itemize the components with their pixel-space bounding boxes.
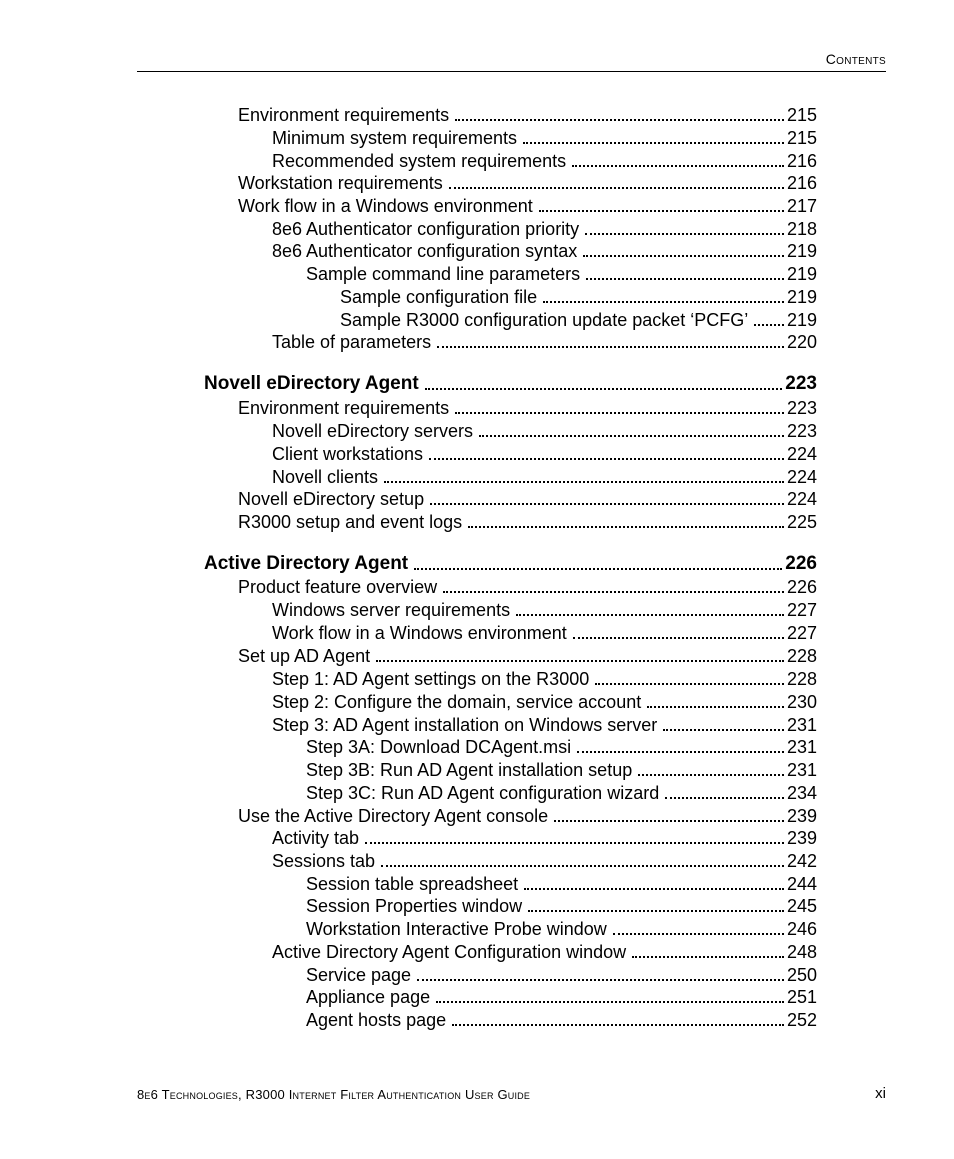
dot-leader xyxy=(523,141,784,144)
toc-entry-label: 8e6 Authenticator configuration priority xyxy=(272,219,580,239)
dot-leader xyxy=(516,613,784,616)
toc-entry-label: Novell clients xyxy=(272,467,379,487)
toc-entry[interactable] xyxy=(306,964,817,986)
toc-entry-label: Environment requirements xyxy=(238,398,450,418)
dot-leader xyxy=(430,502,784,505)
toc-entry-page: 223 xyxy=(786,421,817,441)
toc-entry-label: Step 3B: Run AD Agent installation setup xyxy=(306,760,633,780)
dot-leader xyxy=(452,1023,784,1026)
dot-leader xyxy=(376,659,784,662)
header-title: Contents xyxy=(825,51,886,67)
dot-leader xyxy=(425,387,783,390)
toc-entry-page: 226 xyxy=(785,553,817,574)
toc-entry-page: 250 xyxy=(786,965,817,985)
toc-entry-label: Novell eDirectory setup xyxy=(238,489,425,509)
toc-entry-page: 215 xyxy=(786,128,817,148)
dot-leader xyxy=(455,118,784,121)
toc-entry-label: Workstation requirements xyxy=(238,173,443,193)
toc-entry-page: 244 xyxy=(786,874,817,894)
toc-entry-page: 215 xyxy=(786,105,817,125)
toc-entry-label: Sample configuration file xyxy=(340,287,538,307)
toc-entry[interactable] xyxy=(272,668,817,690)
dot-leader xyxy=(414,567,782,570)
toc-entry-label: Session Properties window xyxy=(306,896,523,916)
dot-leader xyxy=(583,254,784,257)
dot-leader xyxy=(613,932,784,935)
page-header xyxy=(137,49,886,72)
toc-entry-page: 231 xyxy=(786,715,817,735)
toc-entry[interactable] xyxy=(272,420,817,442)
toc-entry[interactable] xyxy=(272,218,817,240)
toc-entry[interactable] xyxy=(272,331,817,353)
toc-entry[interactable] xyxy=(238,576,817,598)
dot-leader xyxy=(539,209,784,212)
toc-entry-page: 248 xyxy=(786,942,817,962)
toc-entry-label: Table of parameters xyxy=(272,332,432,352)
toc-entry-label: Session table spreadsheet xyxy=(306,874,519,894)
toc-entry-page: 230 xyxy=(786,692,817,712)
toc-entry[interactable] xyxy=(272,150,817,172)
toc-entry-page: 227 xyxy=(786,600,817,620)
toc-entry[interactable] xyxy=(238,488,817,510)
toc-entry[interactable] xyxy=(272,443,817,465)
toc-entry[interactable] xyxy=(306,1009,817,1031)
toc-entry-page: 217 xyxy=(786,196,817,216)
dot-leader xyxy=(436,1000,784,1003)
dot-leader xyxy=(528,909,784,912)
toc-entry[interactable] xyxy=(306,873,817,895)
dot-leader xyxy=(632,955,784,958)
toc-entry[interactable] xyxy=(306,263,817,285)
toc-entry-label: Product feature overview xyxy=(238,577,438,597)
toc-entry[interactable] xyxy=(306,782,817,804)
toc-entry-page: 226 xyxy=(786,577,817,597)
toc-entry-label: Step 3C: Run AD Agent configuration wizard xyxy=(306,783,660,803)
toc-entry-label: Windows server requirements xyxy=(272,600,511,620)
toc-entry-page: 224 xyxy=(786,467,817,487)
toc-entry[interactable] xyxy=(272,691,817,713)
dot-leader xyxy=(577,750,784,753)
toc-entry-page: 227 xyxy=(786,623,817,643)
toc-entry-page: 231 xyxy=(786,760,817,780)
dot-leader xyxy=(429,457,784,460)
toc-entry-page: 220 xyxy=(786,332,817,352)
toc-entry[interactable] xyxy=(238,195,817,217)
toc-section-heading[interactable] xyxy=(204,373,817,395)
toc-entry[interactable] xyxy=(238,172,817,194)
toc-entry-page: 224 xyxy=(786,444,817,464)
toc-entry-page: 228 xyxy=(786,669,817,689)
dot-leader xyxy=(437,345,784,348)
dot-leader xyxy=(572,164,784,167)
toc-entry-page: 219 xyxy=(786,264,817,284)
dot-leader xyxy=(384,480,784,483)
footer-title: 8e6 Technologies, R3000 Internet Filter Authentication User Guide xyxy=(137,1087,531,1102)
toc-entry-page: 245 xyxy=(786,896,817,916)
toc-entry-label: Active Directory Agent Configuration window xyxy=(272,942,627,962)
toc-entry-label: Activity tab xyxy=(272,828,360,848)
dot-leader xyxy=(585,232,784,235)
toc-entry[interactable] xyxy=(272,599,817,621)
toc-entry-page: 242 xyxy=(786,851,817,871)
dot-leader xyxy=(665,796,784,799)
toc-entry-page: 216 xyxy=(786,151,817,171)
toc-entry[interactable] xyxy=(306,986,817,1008)
toc-entry-label: 8e6 Authenticator configuration syntax xyxy=(272,241,578,261)
toc-section-heading[interactable] xyxy=(204,553,817,575)
toc-entry-page: 246 xyxy=(786,919,817,939)
toc-entry-page: 228 xyxy=(786,646,817,666)
dot-leader xyxy=(417,978,784,981)
toc-entry[interactable] xyxy=(306,759,817,781)
toc-entry-label: Active Directory Agent xyxy=(204,553,409,574)
toc-entry-label: Sample command line parameters xyxy=(306,264,581,284)
dot-leader xyxy=(455,411,784,414)
toc-entry[interactable] xyxy=(272,714,817,736)
toc-entry[interactable] xyxy=(272,622,817,644)
toc-entry-page: 251 xyxy=(786,987,817,1007)
toc-entry-page: 219 xyxy=(786,287,817,307)
toc-entry[interactable] xyxy=(272,941,817,963)
dot-leader xyxy=(543,300,784,303)
toc-entry[interactable] xyxy=(306,736,817,758)
dot-leader xyxy=(663,728,784,731)
toc-entry-page: 239 xyxy=(786,806,817,826)
toc-entry-label: Novell eDirectory servers xyxy=(272,421,474,441)
toc-entry[interactable] xyxy=(306,918,817,940)
toc-entry[interactable] xyxy=(272,850,817,872)
dot-leader xyxy=(449,186,784,189)
toc-entry-label: Step 2: Configure the domain, service account xyxy=(272,692,642,712)
toc-entry-page: 223 xyxy=(785,373,817,394)
toc-entry-label: Use the Active Directory Agent console xyxy=(238,806,549,826)
toc-entry-label: Agent hosts page xyxy=(306,1010,447,1030)
toc-entry[interactable] xyxy=(272,466,817,488)
dot-leader xyxy=(381,864,784,867)
dot-leader xyxy=(554,819,784,822)
toc-entry[interactable] xyxy=(272,827,817,849)
toc-entry[interactable] xyxy=(272,127,817,149)
toc-entry[interactable] xyxy=(238,397,817,419)
toc-entry-page: 219 xyxy=(786,310,817,330)
page-number: xi xyxy=(875,1085,886,1102)
toc-entry-label: Step 3: AD Agent installation on Windows server xyxy=(272,715,658,735)
toc-entry-page: 223 xyxy=(786,398,817,418)
dot-leader xyxy=(573,636,784,639)
dot-leader xyxy=(754,323,784,326)
dot-leader xyxy=(443,590,784,593)
toc-entry[interactable] xyxy=(272,240,817,262)
toc-entry-page: 225 xyxy=(786,512,817,532)
toc-entry[interactable] xyxy=(306,895,817,917)
toc-entry[interactable] xyxy=(238,104,817,126)
toc-entry-page: 231 xyxy=(786,737,817,757)
dot-leader xyxy=(479,434,784,437)
toc-entry-label: Appliance page xyxy=(306,987,431,1007)
dot-leader xyxy=(586,277,784,280)
toc-entry[interactable] xyxy=(238,645,817,667)
toc-entry-label: Novell eDirectory Agent xyxy=(204,373,419,394)
toc-entry-label: Recommended system requirements xyxy=(272,151,567,171)
toc-entry-label: Service page xyxy=(306,965,412,985)
toc-entry-label: Step 1: AD Agent settings on the R3000 xyxy=(272,669,590,689)
dot-leader xyxy=(595,682,784,685)
toc-entry-label: Client workstations xyxy=(272,444,424,464)
toc-entry-page: 239 xyxy=(786,828,817,848)
toc-entry-page: 234 xyxy=(786,783,817,803)
toc-entry-page: 252 xyxy=(786,1010,817,1030)
dot-leader xyxy=(638,773,784,776)
toc-entry-page: 218 xyxy=(786,219,817,239)
toc-entry[interactable] xyxy=(238,805,817,827)
toc-entry[interactable] xyxy=(340,309,817,331)
toc-entry-label: Workstation Interactive Probe window xyxy=(306,919,607,939)
dot-leader xyxy=(365,841,784,844)
toc-entry-label: Work flow in a Windows environment xyxy=(238,196,533,216)
dot-leader xyxy=(524,887,784,890)
toc-entry-label: Set up AD Agent xyxy=(238,646,371,666)
toc-entry-label: R3000 setup and event logs xyxy=(238,512,463,532)
toc-entry[interactable] xyxy=(238,511,817,533)
toc-entry-page: 224 xyxy=(786,489,817,509)
toc-entry[interactable] xyxy=(340,286,817,308)
dot-leader xyxy=(468,525,784,528)
toc-entry-page: 216 xyxy=(786,173,817,193)
toc-entry-page: 219 xyxy=(786,241,817,261)
toc-entry-label: Environment requirements xyxy=(238,105,450,125)
toc-entry-label: Work flow in a Windows environment xyxy=(272,623,567,643)
toc-entry-label: Minimum system requirements xyxy=(272,128,518,148)
toc-entry-label: Sample R3000 configuration update packet ‘PCFG’ xyxy=(340,310,749,330)
dot-leader xyxy=(647,705,784,708)
toc-entry-label: Sessions tab xyxy=(272,851,376,871)
toc-entry-label: Step 3A: Download DCAgent.msi xyxy=(306,737,572,757)
